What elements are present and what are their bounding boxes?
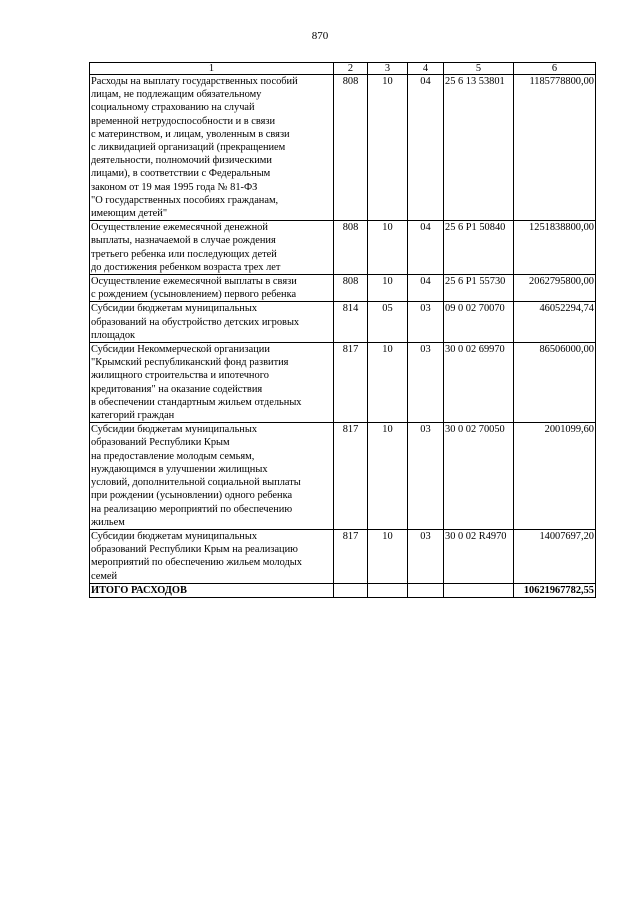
ministry-code: 808	[334, 221, 368, 275]
target-item-code: 30 0 02 70050	[444, 423, 514, 530]
section-code: 10	[368, 423, 408, 530]
subsection-code: 03	[408, 343, 444, 423]
row-description: Субсидии бюджетам муниципальных образований Республики Крым на предоставление молодым семьям, нуждающимся в улучшении жилищных условий, дополнительной социальной выплаты при рождении (усыновлении) одного ребенка на реализацию мероприятий по обеспечению жильем	[90, 423, 334, 530]
row-description: Расходы на выплату государственных пособий лицам, не подлежащим обязательному социальному страхованию на случай временной нетрудоспособности и в связи с материнством, и лицам, уволенным в связи с ликвидацией организаций (прекращением деятельности, полномочий физическими лицами), в соответствии с Федеральным законом от 19 мая 1995 года № 81-ФЗ "О государственных пособиях гражданам, имеющим детей"	[90, 75, 334, 221]
row-amount: 1185778800,00	[514, 75, 596, 221]
target-item-code: 25 6 P1 55730	[444, 275, 514, 302]
subsection-code: 03	[408, 302, 444, 343]
table-row	[90, 275, 596, 302]
table-row	[90, 423, 596, 530]
section-code: 10	[368, 221, 408, 275]
table-row	[90, 343, 596, 423]
row-description: Субсидии бюджетам муниципальных образований на обустройство детских игровых площадок	[90, 302, 334, 343]
empty-cell	[368, 583, 408, 597]
ministry-code: 817	[334, 423, 368, 530]
section-code: 10	[368, 343, 408, 423]
section-code: 10	[368, 275, 408, 302]
row-amount: 46052294,74	[514, 302, 596, 343]
row-amount: 14007697,20	[514, 529, 596, 583]
row-amount: 86506000,00	[514, 343, 596, 423]
subsection-code: 03	[408, 529, 444, 583]
row-description: Осуществление ежемесячной денежной выплаты, назначаемой в случае рождения третьего ребенка или последующих детей до достижения ребенком возраста трех лет	[90, 221, 334, 275]
row-amount: 1251838800,00	[514, 221, 596, 275]
target-item-code: 30 0 02 R4970	[444, 529, 514, 583]
table-row	[90, 75, 596, 221]
ministry-code: 808	[334, 275, 368, 302]
empty-cell	[408, 583, 444, 597]
expenses-table	[89, 62, 596, 598]
empty-cell	[444, 583, 514, 597]
target-item-code: 25 6 13 53801	[444, 75, 514, 221]
total-row	[90, 583, 596, 597]
ministry-code: 814	[334, 302, 368, 343]
column-header: 5	[444, 63, 514, 75]
subsection-code: 04	[408, 75, 444, 221]
column-header: 2	[334, 63, 368, 75]
page-number: 870	[311, 30, 329, 42]
table-row	[90, 302, 596, 343]
table-row	[90, 529, 596, 583]
section-code: 05	[368, 302, 408, 343]
column-header: 3	[368, 63, 408, 75]
column-header: 1	[90, 63, 334, 75]
empty-cell	[334, 583, 368, 597]
section-code: 10	[368, 529, 408, 583]
total-label: ИТОГО РАСХОДОВ	[90, 583, 334, 597]
column-header: 4	[408, 63, 444, 75]
target-item-code: 25 6 P1 50840	[444, 221, 514, 275]
subsection-code: 04	[408, 221, 444, 275]
section-code: 10	[368, 75, 408, 221]
column-header: 6	[514, 63, 596, 75]
row-description: Субсидии Некоммерческой организации "Крымский республиканский фонд развития жилищного строительства и ипотечного кредитования" на оказание содействия в обеспечении стандартным жильем отдельных категорий граждан	[90, 343, 334, 423]
subsection-code: 04	[408, 275, 444, 302]
row-amount: 2062795800,00	[514, 275, 596, 302]
subsection-code: 03	[408, 423, 444, 530]
row-description: Субсидии бюджетам муниципальных образований Республики Крым на реализацию мероприятий по обеспечению жильем молодых семей	[90, 529, 334, 583]
row-description: Осуществление ежемесячной выплаты в связи с рождением (усыновлением) первого ребенка	[90, 275, 334, 302]
table-row	[90, 221, 596, 275]
row-amount: 2001099,60	[514, 423, 596, 530]
target-item-code: 30 0 02 69970	[444, 343, 514, 423]
target-item-code: 09 0 02 70070	[444, 302, 514, 343]
ministry-code: 808	[334, 75, 368, 221]
total-amount: 10621967782,55	[514, 583, 596, 597]
table-header-row	[90, 63, 596, 75]
ministry-code: 817	[334, 529, 368, 583]
ministry-code: 817	[334, 343, 368, 423]
